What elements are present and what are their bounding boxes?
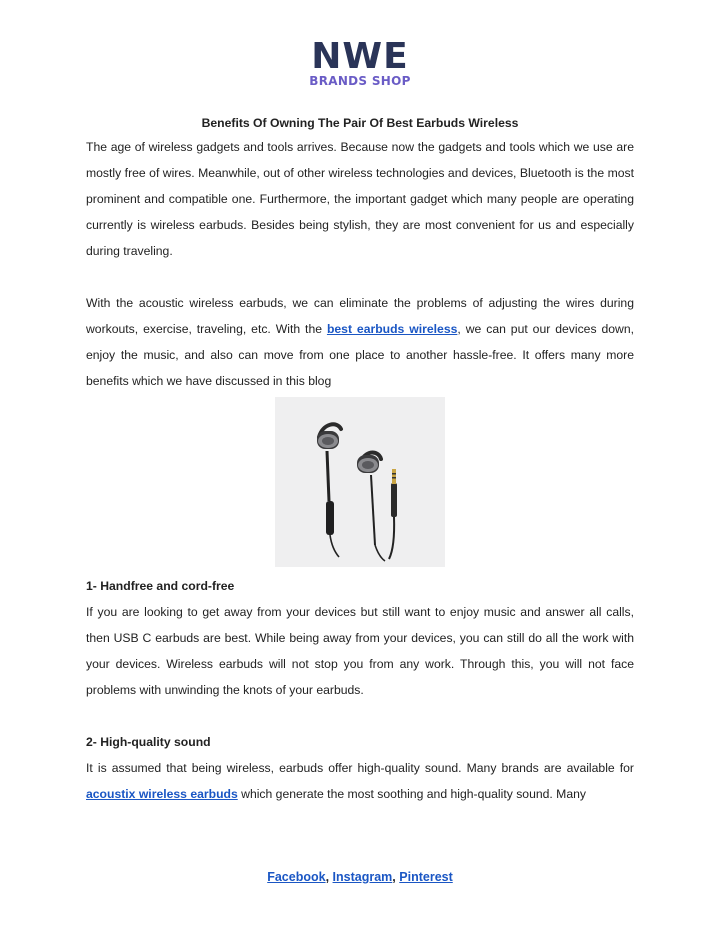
earbuds-product-image xyxy=(275,397,445,567)
section-2-text-before: It is assumed that being wireless, earbuds offer high-quality sound. Many brands are available for xyxy=(86,761,634,775)
logo-subtitle: BRANDS SHOP xyxy=(309,74,411,88)
section-2-paragraph xyxy=(86,755,634,807)
social-links-footer xyxy=(0,870,720,884)
section-2-heading: 2- High-quality sound xyxy=(86,735,211,749)
section-1-heading: 1- Handfree and cord-free xyxy=(86,579,235,593)
section-1-paragraph: If you are looking to get away from your devices but still want to enjoy music and answer all calls, then USB C earbuds are best. While being away from your devices, you can still do all the work with your devices. Wireless earbuds will not stop you from any work. Through this, you will not face problems with unwinding the knots of your earbuds. xyxy=(86,605,634,697)
earbuds-illustration xyxy=(275,397,445,567)
facebook-link[interactable]: Facebook xyxy=(267,870,326,884)
article-title: Benefits Of Owning The Pair Of Best Earbuds Wireless xyxy=(201,116,519,130)
best-earbuds-wireless-link[interactable]: best earbuds wireless xyxy=(326,322,458,336)
footer-separator-2: , xyxy=(392,870,396,884)
footer-separator-1: , xyxy=(325,870,330,884)
second-paragraph-text-after: , we can put our devices down, enjoy the music, and also can move from one place to another hassle-free. It offers many more benefits which we have discussed in this blog xyxy=(86,322,634,388)
intro-paragraph: The age of wireless gadgets and tools arrives. Because now the gadgets and tools which we use are mostly free of wires. Meanwhile, out of other wireless technologies and devices, Bluetooth is the most prominent and compatible one. Furthermore, the important gadget which many people are operating currently is wireless earbuds. Besides being stylish, they are most convenient for us and especially during traveling. xyxy=(86,140,634,258)
section-2-text-after: which generate the most soothing and high-quality sound. Many xyxy=(237,787,586,801)
pinterest-link[interactable]: Pinterest xyxy=(399,870,453,884)
article-body xyxy=(86,112,634,807)
second-paragraph xyxy=(86,290,634,394)
acoustix-wireless-earbuds-link[interactable]: acoustix wireless earbuds xyxy=(86,787,238,801)
instagram-link[interactable]: Instagram xyxy=(332,870,393,884)
brand-logo xyxy=(0,36,720,88)
logo-wordmark: NWE xyxy=(311,36,409,77)
second-paragraph-text-before: With the acoustic wireless earbuds, we can eliminate the problems of adjusting the wires during workouts, exercise, traveling, etc. With the xyxy=(86,296,634,336)
